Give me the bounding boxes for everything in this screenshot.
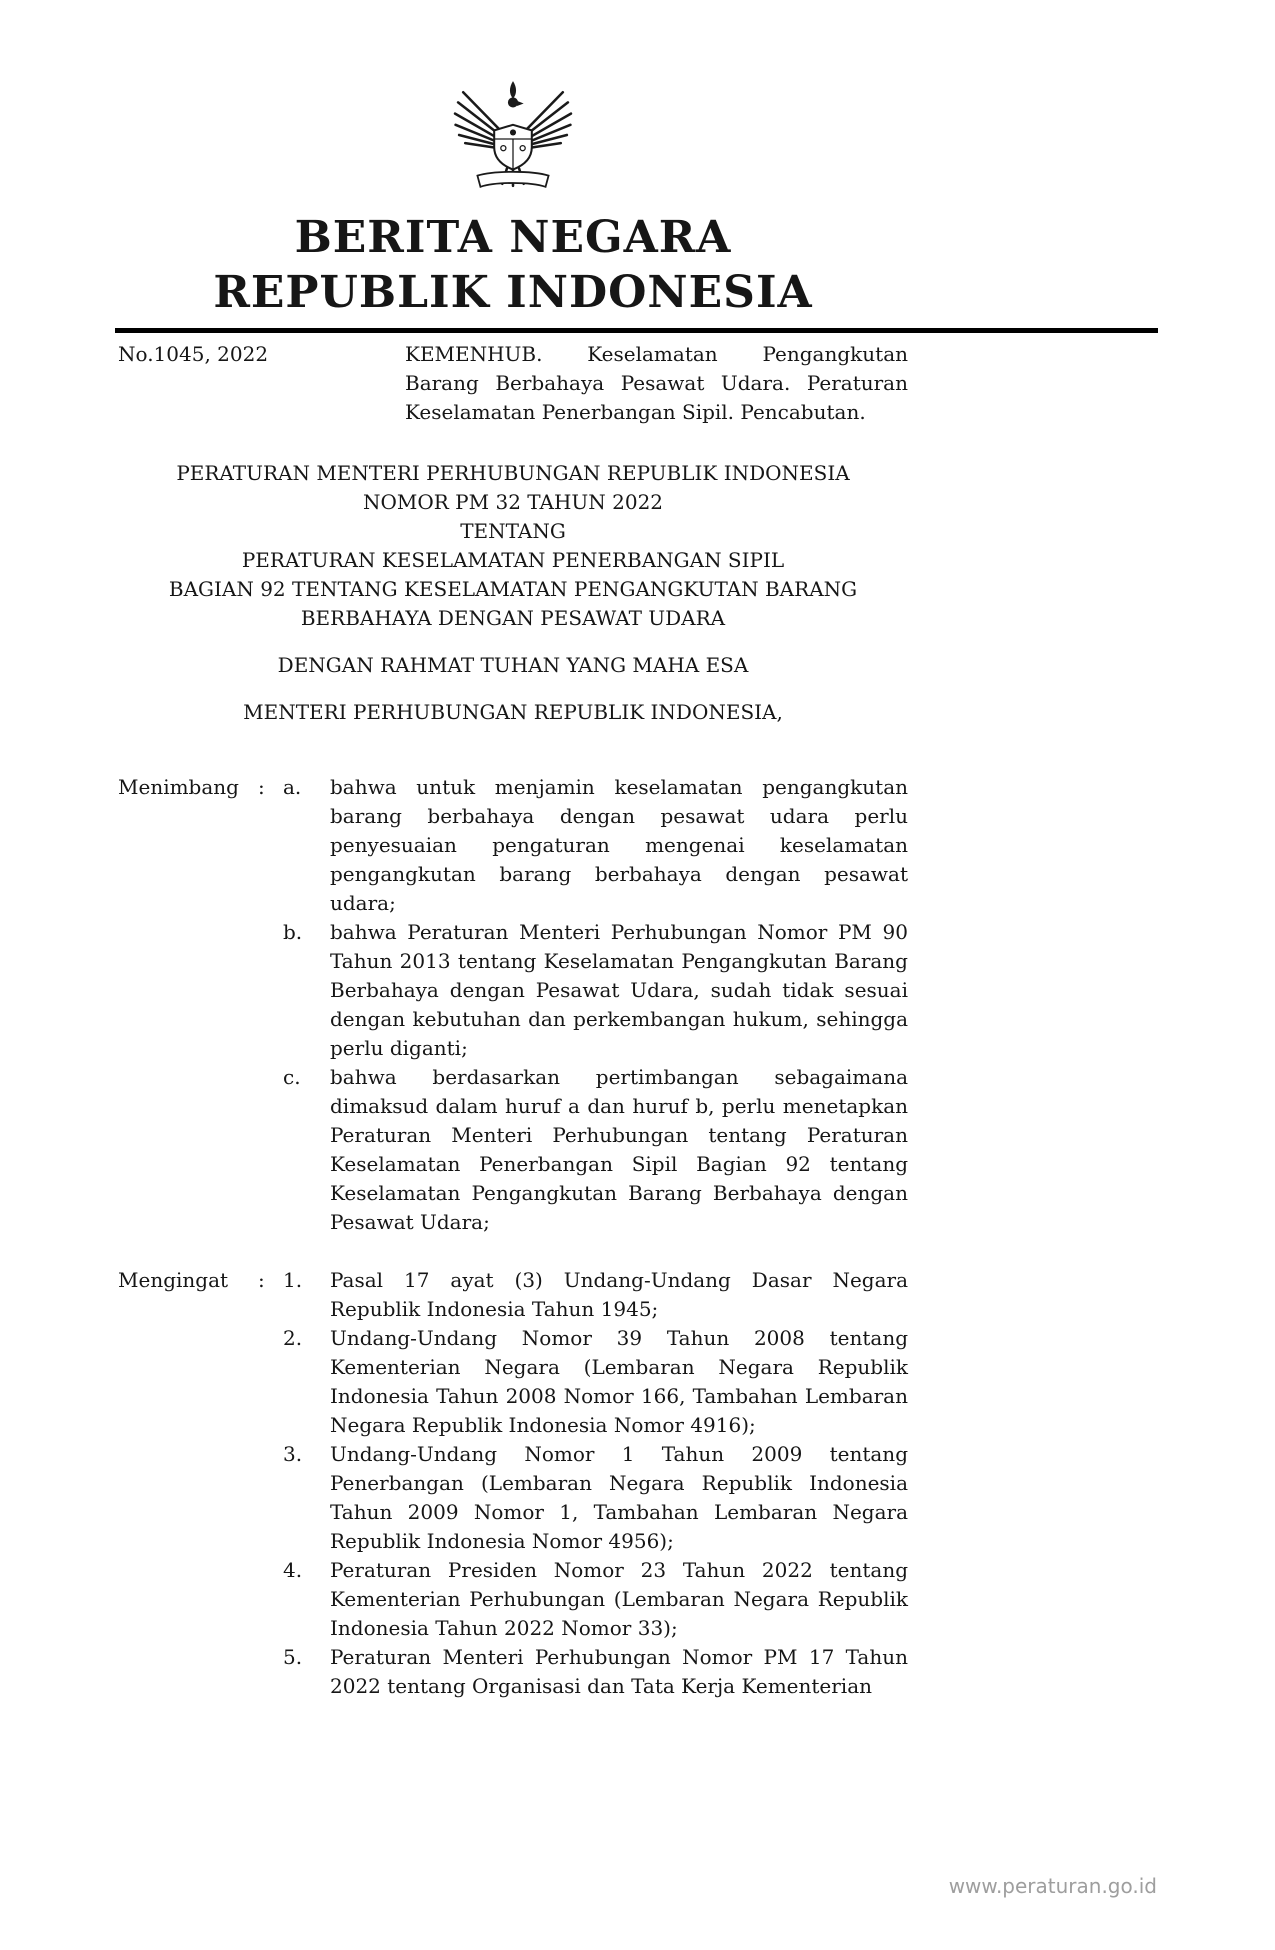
- authority-line: MENTERI PERHUBUNGAN REPUBLIK INDONESIA,: [243, 700, 783, 724]
- colon-separator: :: [258, 1268, 265, 1292]
- colon-separator: :: [258, 775, 265, 799]
- regulation-subject-line: PERATURAN KESELAMATAN PENERBANGAN SIPIL: [241, 548, 785, 572]
- regulation-title-block: [118, 459, 908, 727]
- spacer-cell: [258, 1643, 283, 1701]
- emblem-container: [118, 0, 908, 200]
- spacer-cell: [118, 1324, 258, 1440]
- item-text: Undang-Undang Nomor 39 Tahun 2008 tentang Kementerian Negara (Lembaran Negara Republik Indonesia Tahun 2008 Nomor 166, Tambahan Lembaran Negara Republik Indonesia Nomor 4916);: [330, 1326, 908, 1437]
- spacer-cell: [258, 1324, 283, 1440]
- item-marker: 5.: [283, 1645, 303, 1669]
- item-text: bahwa untuk menjamin keselamatan pengangkutan barang berbahaya dengan pesawat udara perlu penyesuaian pengaturan mengenai keselamatan pengangkutan barang berbahaya dengan pesawat udara;: [330, 775, 908, 915]
- gazette-title-line1: BERITA NEGARA: [294, 212, 732, 263]
- regulation-tentang-line: TENTANG: [460, 519, 566, 543]
- spacer-cell: [258, 1440, 283, 1556]
- item-text: Pasal 17 ayat (3) Undang-Undang Dasar Negara Republik Indonesia Tahun 1945;: [330, 1268, 908, 1321]
- item-text: Peraturan Menteri Perhubungan Nomor PM 17 Tahun 2022 tentang Organisasi dan Tata Kerja Kementerian: [330, 1645, 908, 1698]
- item-marker: 1.: [283, 1268, 303, 1292]
- item-marker: a.: [283, 775, 302, 799]
- item-marker: 4.: [283, 1558, 303, 1582]
- spacer-cell: [118, 1643, 258, 1701]
- spacer-cell: [258, 918, 283, 1063]
- gazette-title: [118, 210, 908, 320]
- invocation-line: DENGAN RAHMAT TUHAN YANG MAHA ESA: [277, 653, 749, 677]
- gazette-header-row: [118, 340, 908, 427]
- doc-number: No.1045, 2022: [118, 342, 269, 366]
- regulation-subject-line: BERBAHAYA DENGAN PESAWAT UDARA: [300, 606, 726, 630]
- item-marker: 3.: [283, 1442, 303, 1466]
- item-text: bahwa berdasarkan pertimbangan sebagaimana dimaksud dalam huruf a dan huruf b, perlu menetapkan Peraturan Menteri Perhubungan tentang Peraturan Keselamatan Penerbangan Sipil Bagian 92 tentang Keselamatan Pengangkutan Barang Berbahaya dengan Pesawat Udara;: [330, 1065, 908, 1234]
- spacer-cell: [118, 918, 258, 1063]
- doc-subject-abstract: KEMENHUB. Keselamatan Pengangkutan Barang Berbahaya Pesawat Udara. Peraturan Keselamatan Penerbangan Sipil. Pencabutan.: [405, 342, 908, 424]
- item-text: Undang-Undang Nomor 1 Tahun 2009 tentang Penerbangan (Lembaran Negara Republik Indonesia Tahun 2009 Nomor 1, Tambahan Lembaran Negara Republik Indonesia Nomor 4956);: [330, 1442, 908, 1553]
- item-marker: b.: [283, 920, 303, 944]
- regulation-number-line: NOMOR PM 32 TAHUN 2022: [362, 490, 664, 514]
- item-marker: 2.: [283, 1326, 303, 1350]
- item-text: bahwa Peraturan Menteri Perhubungan Nomor PM 90 Tahun 2013 tentang Keselamatan Pengangkutan Barang Berbahaya dengan Pesawat Udara, sudah tidak sesuai dengan kebutuhan dan perkembangan hukum, sehingga perlu diganti;: [330, 920, 908, 1060]
- spacer-cell: [118, 1556, 258, 1643]
- spacer-cell: [258, 1556, 283, 1643]
- menimbang-section: [118, 773, 908, 1237]
- spacer-cell: [118, 1440, 258, 1556]
- mengingat-label: Mengingat: [118, 1268, 229, 1292]
- gazette-title-line2: REPUBLIK INDONESIA: [213, 267, 813, 318]
- menimbang-label: Menimbang: [118, 775, 239, 799]
- item-marker: c.: [283, 1065, 301, 1089]
- regulation-subject-line: BAGIAN 92 TENTANG KESELAMATAN PENGANGKUTAN BARANG: [168, 577, 858, 601]
- spacer-cell: [118, 1063, 258, 1237]
- garuda-pancasila-emblem: [452, 78, 574, 196]
- regulation-title-line: PERATURAN MENTERI PERHUBUNGAN REPUBLIK INDONESIA: [176, 461, 850, 485]
- spacer-cell: [258, 1063, 283, 1237]
- header-divider-rule: [115, 328, 1158, 333]
- watermark-url: www.peraturan.go.id: [948, 1874, 1157, 1898]
- mengingat-section: [118, 1266, 908, 1701]
- item-text: Peraturan Presiden Nomor 23 Tahun 2022 tentang Kementerian Perhubungan (Lembaran Negara Republik Indonesia Tahun 2022 Nomor 33);: [330, 1558, 908, 1640]
